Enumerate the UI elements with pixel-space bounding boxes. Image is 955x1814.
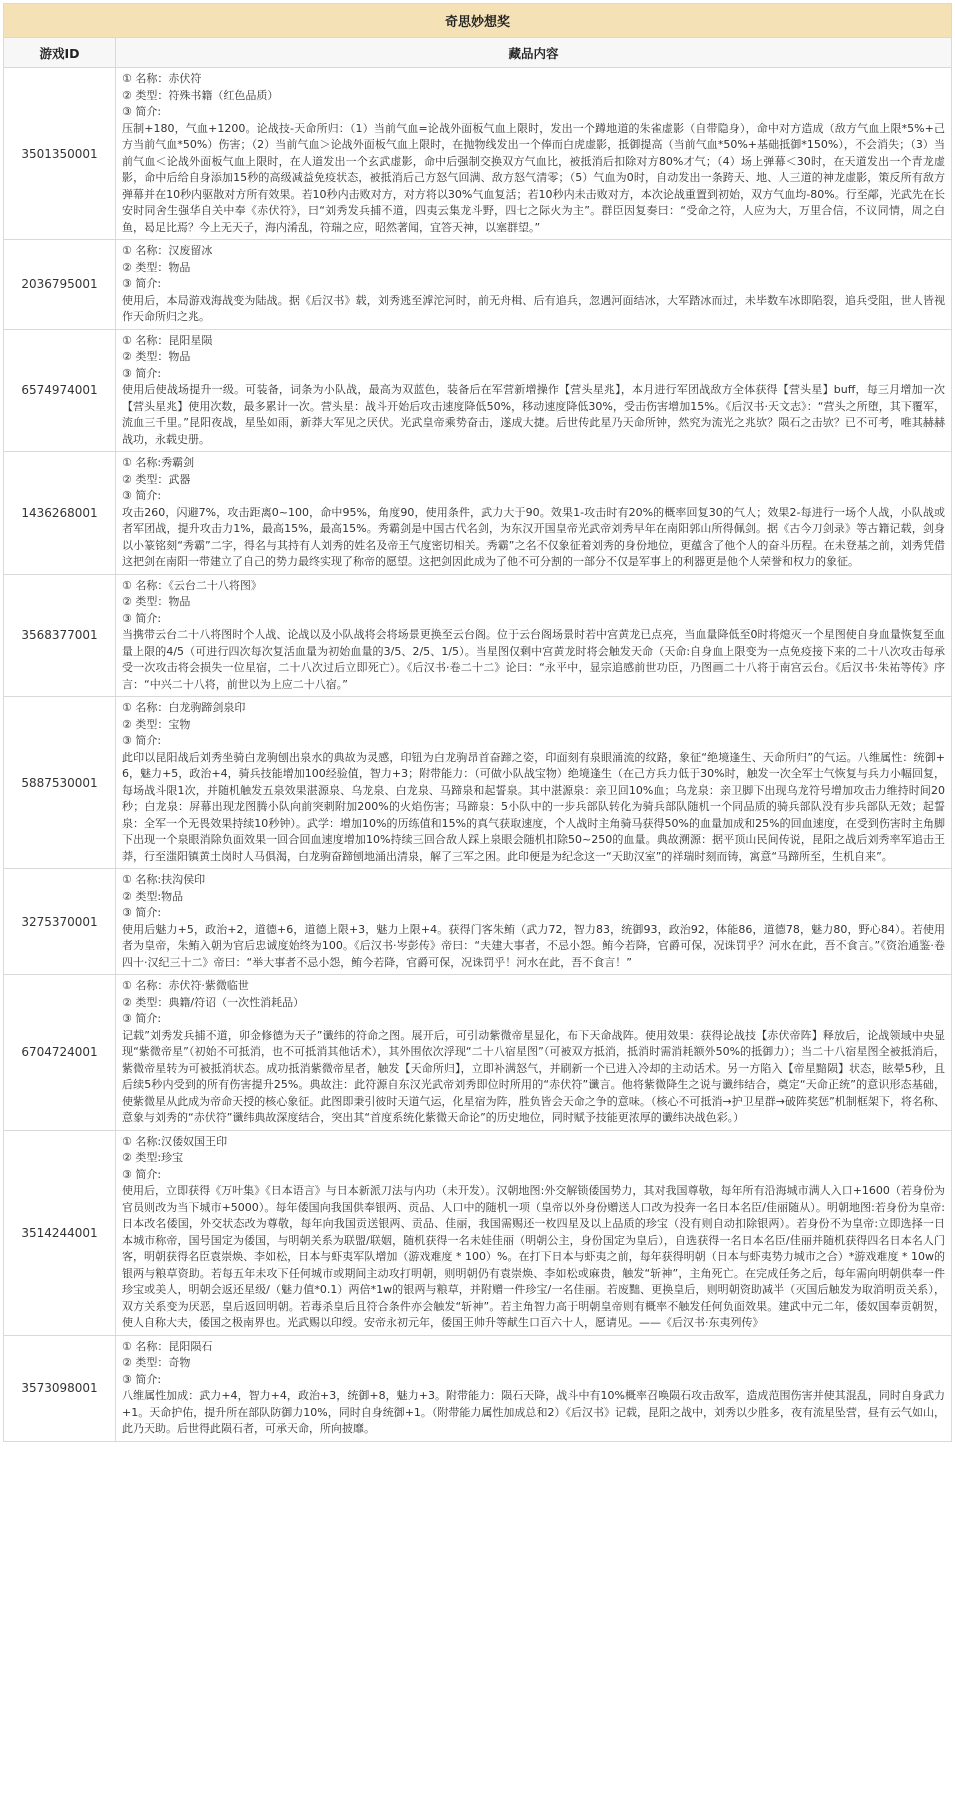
item-type: ② 类型：物品: [122, 595, 191, 608]
item-content-cell: [116, 240, 952, 330]
game-id-cell: 6574974001: [4, 329, 116, 452]
item-content-cell: [116, 329, 952, 452]
item-content-cell: [116, 574, 952, 697]
collection-table: [3, 3, 952, 1442]
table-row: [4, 869, 952, 975]
item-type: ② 类型：物品: [122, 260, 191, 274]
game-id-cell: 3275370001: [4, 869, 116, 975]
item-name: ① 名称:扶沟侯印: [122, 873, 206, 886]
table-row: [4, 329, 952, 452]
item-content-cell: [116, 452, 952, 575]
item-description: 当携带云台二十八将图时个人战、论战以及小队战将会将场景更换至云台阁。位于云台阁场景时若中宫黄龙已点亮，当血量降低至0时将熄灭一个星图使自身血量恢复至血量上限的4/5（可进行四次每次复活血量为初始血量的3/5、2/5、1/5）。当星图仅剩中宫黄龙时将会触发天命（天命:自身血上限变为一点免疫接下来的二十八次攻击每承受一次攻击将会损失一位星宿，二十八次过后立即死亡）。《后汉书·卷二十二》论曰：“永平中，显宗追感前世功臣，乃图画二十八将于南宫云台。《后汉书·朱祐等传》序言：“中兴二十八将，前世以为上应二十八宿。”: [122, 628, 945, 691]
table-body: [4, 68, 952, 1442]
game-id-cell: 3568377001: [4, 574, 116, 697]
item-name: ① 名称：汉废留冰: [122, 244, 213, 257]
game-id-cell: 3514244001: [4, 1130, 116, 1335]
game-id-cell: 2036795001: [4, 240, 116, 330]
table-row: [4, 1335, 952, 1441]
table-row: [4, 1130, 952, 1335]
table-row: [4, 975, 952, 1131]
item-type: ② 类型：物品: [122, 350, 191, 363]
item-content-cell: [116, 1335, 952, 1441]
item-description: 使用后，立即获得《万叶集》《日本语言》与日本新派刀法与内功（未开发）。汉朝地图:外交解锁倭国势力，其对我国尊敬，每年所有沿海城市满人入口+1600（若身份为官员则改为当下城市+5000）。每年倭国向我国供奉银两、贡品、人口中的随机一项（皇帝以外身份赠送人口改为投奔一名日本名臣/佳丽随从）。明朝地图:若身份为皇帝:日本改名倭国，外交状态改为尊敬，每年向我国贡送银两、贡品、佳丽，我国需赐还一枚四星及以上品质的珍宝（没有则自动扣除银两）。若身份不为皇帝:立即选择一日本城市称帝，国号国定为倭国，与明朝关系为联盟/联姻，随机获得一名未娃佳丽（明朝公主，身份国定为皇后），自选获得一名日本名臣/佳丽并随机获得四名日本名人门客，明朝获得名臣袁崇焕、李如松，日本与虾夷军队增加（游戏难度 * 100）%。在打下日本与虾夷之前，每年获得明朝（日本与虾夷势力城市之合）*游戏难度 * 10w的银两与粮草资助。若每五年未攻下任何城市或期间主动攻打明朝，则明朝仍有袁崇焕、李如松或麻贵，触发“斩神”，主角死亡。在完成任务之后，每年需向明朝供奉一件珍宝或美人，明朝会返还星级/（魅力值*0.1）两倍*1w的银两与粮草，并附赠一件珍宝/一名佳丽。若废黜、更换皇后，则明朝资助减半（灭国后触发为取消明贡关系），双方关系变为厌恶，皇后返回明朝。若毒杀皇后且符合条件亦会触发“斩神”。若主角智力高于明朝皇帝则有概率不触发任何负面效果。建武中元二年，倭奴国奉贡朝贺，使人自称大夫，倭国之极南界也。光武赐以印绶。安帝永初元年，倭国王帅升等献生口百六十人，愿请见。——《后汉书·东夷列传》: [122, 1184, 945, 1329]
item-type: ② 类型：武器: [122, 472, 191, 486]
column-header-content: 藏品内容: [116, 38, 952, 68]
item-type: ② 类型：奇物: [122, 1356, 191, 1369]
item-description: 记载”刘秀发兵捕不道，卯金修德为天子”谶纬的符命之图。展开后，可引动紫微帝星显化，布下天命战阵。使用效果：获得论战技【赤伏帝阵】释放后，论战领域中央显现“紫微帝星”（初始不可抵消，也不可抵消其他话术），其外围依次浮现“二十八宿星图”（可被双方抵消，抵消时需消耗额外50%的抵御力）；当二十八宿星图全被抵消后，紫微帝星转为可被抵消状态。成功抵消紫微帝星者，触发【天命所归】，立即补满怒气，并刷新一个已进入冷却的主动话术。另一方陷入【帝星黯陨】状态，眩晕5秒，且后续5秒内受到的所有伤害提升25%。典故注：此符源自东汉光武帝刘秀即位时所用的“赤伏符”谶言。他将紫微降生之说与谶纬结合，奠定“天命正统”的意识形态基础，使紫微星从此成为帝命天授的核心象征。此图即秉引彼时天道气运，化星宿为阵，胜负皆会天命之争的意味。（核心不可抵消→护卫星群→破阵奖惩”机制框架下，将名称、意象与刘秀的“赤伏符”谶纬典故深度结合，突出其“首度系统化紫微天命论”的历史地位，同时赋予技能更浓厚的谶纬决战色彩。）: [122, 1028, 945, 1124]
item-intro-label: ③ 简介:: [122, 611, 162, 625]
item-name: ① 名称：《云台二十八将图》: [122, 578, 262, 592]
table-title: 奇思妙想奖: [4, 4, 952, 38]
table-row: [4, 68, 952, 240]
item-intro-label: ③ 简介:: [122, 906, 162, 919]
item-intro-label: ③ 简介:: [122, 1012, 162, 1025]
table-header-row: [4, 38, 952, 68]
column-header-game-id: 游戏ID: [4, 38, 116, 68]
item-name: ① 名称：白龙驹蹄剑泉印: [122, 701, 246, 714]
table-row: [4, 697, 952, 869]
item-type: ② 类型:珍宝: [122, 1151, 184, 1164]
item-name: ① 名称：昆阳星陨: [122, 333, 213, 347]
item-name: ① 名称：昆阳陨石: [122, 1339, 213, 1353]
item-description: 使用后使战场提升一级。可装备，词条为小队战，最高为双蓝色，装备后在军营新增操作【营头星兆】，本月进行军团战敌方全体获得【营头星】buff，每三月增加一次【营头星兆】使用次数，最多累计一次。营头星：战斗开始后攻击速度降低50%，移动速度降低30%，受击伤害增加15%。《后汉书·天文志》：“营头之所堕，其下覆军，流血三千里。”昆阳夜战，星坠如雨，新莽大军见之厌伏。光武皇帝乘势奋击，遂成大捷。后世传此星乃天命所钟，然究为流光之兆欤？陨石之击欤？已不可考，唯其赫赫战功，永载史册。: [122, 383, 945, 446]
game-id-cell: 1436268001: [4, 452, 116, 575]
item-description: 此印以昆阳战后刘秀坐骑白龙驹刨出泉水的典故为灵感，印钮为白龙驹昂首奋蹄之姿，印面刻有泉眼涌流的纹路，象征“绝境逢生、天命所归”的气运。八维属性：统御+6，魅力+5，政治+4，骑兵技能增加100经验值，智力+3；附带能力：（可做小队战宝物）绝境逢生（在己方兵力低于30%时，触发一次全军士气恢复与兵力小幅回复，每场战斗限1次，并随机触发五泉效果湛源泉、乌龙泉、白龙泉、马蹄泉和起誓泉。其中湛源泉：亲卫回10%血；乌龙泉：亲卫脚下出现乌龙符号增加攻击力维持时间20秒；白龙泉：屏幕出现龙图腾小队向前突刺附加200%的火焰伤害；马蹄泉：5小队中的一步兵部队转化为骑兵部队随机一个同品质的骑兵部队没有步兵部队无效；起誓泉：全军一个无畏效果持续10秒钟）。武学：增加10%的历练值和15%的真气获取速度，个人战时主角骑马获得50%的血量加成和25%的回血速度，在受到伤害时主角脚下出现一个泉眼消除负面效果一回合回血速度增加10%持续三回合敌人踩上泉眼会随机扣除50~250的血量。典故溯源：据平顶山民间传说，昆阳之战后刘秀率军追击王莽，行至滍阳镇黄土岗时人马俱渴，白龙驹奋蹄刨地涌出清泉，解了三军之困。此印便是为纪念这一“天助汉室”的祥瑞时刻而铸，寓意“马蹄所至，生机自来”。: [122, 750, 945, 863]
game-id-cell: 3501350001: [4, 68, 116, 240]
item-type: ② 类型：典籍/符诏（一次性消耗品）: [122, 995, 305, 1009]
item-description: 使用后，本局游戏海战变为陆战。据《后汉书》载，刘秀逃至滹沱河时，前无舟楫、后有追兵，忽遇河面结冰，大军踏冰而过，未毕数车冰即陷裂，追兵受阻，世人皆视作天命所归之兆。: [122, 293, 945, 323]
game-id-cell: 3573098001: [4, 1335, 116, 1441]
item-content-cell: [116, 869, 952, 975]
item-type: ② 类型：符殊书籍（红色品质）: [122, 88, 279, 102]
table-row: [4, 452, 952, 575]
item-intro-label: ③ 简介:: [122, 489, 162, 502]
game-id-cell: 5887530001: [4, 697, 116, 869]
item-content-cell: [116, 975, 952, 1131]
item-content-cell: [116, 697, 952, 869]
table-title-row: [4, 4, 952, 38]
item-name: ① 名称:汉倭奴国王印: [122, 1134, 228, 1148]
item-intro-label: ③ 简介:: [122, 366, 162, 380]
table-row: [4, 240, 952, 330]
item-intro-label: ③ 简介:: [122, 105, 162, 118]
item-intro-label: ③ 简介:: [122, 277, 162, 290]
game-id-cell: 6704724001: [4, 975, 116, 1131]
item-intro-label: ③ 简介:: [122, 1372, 162, 1386]
table-row: [4, 574, 952, 697]
item-content-cell: [116, 1130, 952, 1335]
item-description: 攻击260，闪避7%，攻击距离0~100，命中95%，角度90，使用条件，武力大于90。效果1-攻击时有20%的概率回复30的气人；效果2-每进行一场个人战，小队战或者军团战，提升攻击力1%，最高15%，最高15%。秀霸剑是中国古代名剑，为东汉开国皇帝光武帝刘秀早年在南阳郭山所得佩剑。据《古今刀剑录》等古籍记载，剑身以小篆铭刻“秀霸”二字，得名与其持有人刘秀的姓名及帝王气度密切相关。秀霸”之名不仅象征着刘秀的身份地位，更蕴含了他个人的奋斗历程。在未登基之前，刘秀凭借这把剑在南阳一带建立了自己的势力最终实现了称帝的愿望。这把剑因此成为了他不可分割的一部分不仅是军事上的利器更是他个人荣誉和权力的象征。: [122, 505, 945, 568]
item-name: ① 名称:秀霸剑: [122, 456, 195, 469]
item-content-cell: [116, 68, 952, 240]
item-intro-label: ③ 简介:: [122, 1167, 162, 1181]
item-description: 八维属性加成：武力+4，智力+4，政治+3，统御+8，魅力+3。附带能力：陨石天降，战斗中有10%概率召唤陨石攻击敌军，造成范围伤害并使其混乱，同时自身武力+1。天命护佑，提升所在部队防御力10%，同时自身统御+1。（附带能力属性加成总和2）《后汉书》记载，昆阳之战中，刘秀以少胜多，夜有流星坠营，昼有云气如山，此乃天助。后世得此陨石者，可承天命，所向披靡。: [122, 1389, 945, 1435]
item-description: 压制+180，气血+1200。论战技-天命所归：（1）当前气血=论战外面板气血上限时，发出一个蹲地道的朱雀虚影（自带隐身），命中对方造成（敌方气血上限*5%+己方当前气血*50%）伤害；（2）当前气血＞论战外面板气血上限时，在抛物线发出一个俸而白虎虚影，抵御提高（当前气血*50%+基础抵御*150%），不会消失；（3）当前气血＜论战外面板气血上限时，在人道发出一个玄武虚影，命中后强制交换双方气血比，被抵消后扣除对方80%才气；（4）场上弹幕＜30时，在天道发出一个青龙虚影，命中后给自身添加15秒的高级减益免疫状态，被抵消后己方怒气回满、敌方怒气清零；（5）气血为0时，自动发出一条跨天、地、人三道的神龙虚影，策反所有敌方弹幕并在10秒内驱散对方所有效果。若10秒内击败对方，对方将以30%气血复活；若10秒内未击败对方，本次论战重置到初始，双方气血均-80%。行至鄗，光武先在长安时同舍生强华自关中奉《赤伏符》，曰“刘秀发兵捕不道，四夷云集龙斗野，四七之际火为主”。群臣因复奏曰：“受命之符，人应为大，万里合信，不议同情，周之白鱼，曷足比焉？今上无天子，海内淆乱，符瑞之应，昭然著闻，宜答天神，以塞群望。”: [122, 121, 945, 234]
item-name: ① 名称：赤伏符: [122, 72, 202, 85]
item-type: ② 类型:物品: [122, 889, 184, 903]
item-name: ① 名称：赤伏符·紫微临世: [122, 979, 249, 992]
item-intro-label: ③ 简介:: [122, 734, 162, 747]
item-description: 使用后魅力+5，政治+2，道德+6，道德上限+3，魅力上限+4。获得门客朱鲔（武力72，智力83，统御93，政治92，体能86，道德78，魅力80，野心84）。若使用者为皇帝，朱鲔入朝为官后忠诚度始终为100。《后汉书·岑彭传》帝曰：“夫建大事者，不忌小怨。鲔今若降，官爵可保，况诛罚乎？河水在此，吾不食言。”《资治通鉴·卷四十·汉纪三十二》帝曰：“举大事者不忌小怨，鲔今若降，官爵可保，况诛罚乎！河水在此，吾不食言！”: [122, 922, 945, 969]
item-type: ② 类型：宝物: [122, 717, 191, 731]
